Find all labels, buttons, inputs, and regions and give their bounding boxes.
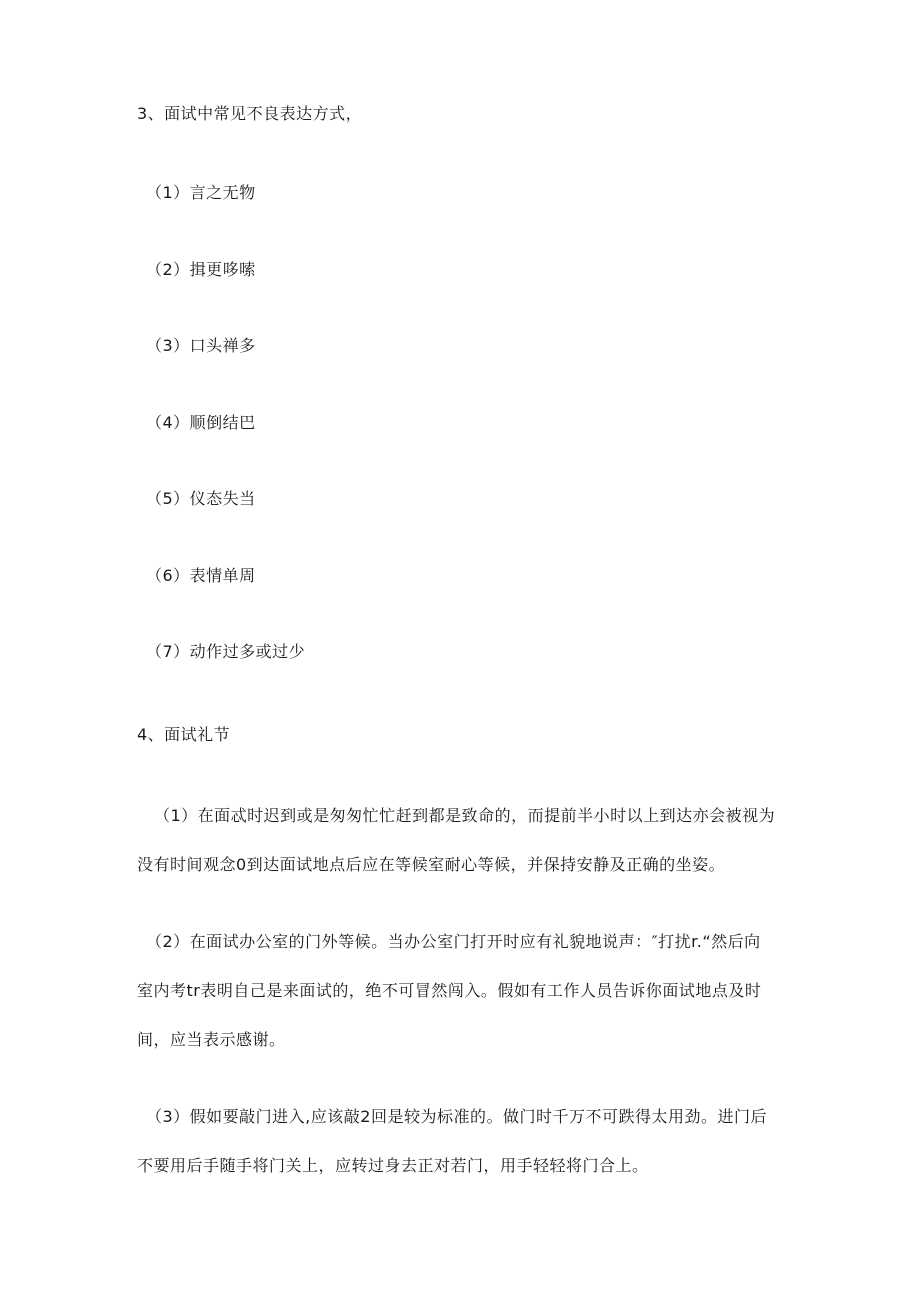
paragraph-2-line-1: （2）在面试办公室的门外等候。当办公室门打开时应有礼貌地说声：″打扰r.“然后向 <box>146 932 761 951</box>
section-3-item-2: （2）揖更哆嗦 <box>146 260 256 279</box>
section-3-item-4: （4）顺倒结巴 <box>146 413 256 432</box>
section-4-heading: 4、面试礼节 <box>137 725 231 744</box>
paragraph-2-line-3: 间，应当表示感谢。 <box>137 1030 286 1049</box>
section-3-item-1: （1）言之无物 <box>146 183 256 202</box>
paragraph-2-line-2: 室内考tr表明自己是来面试的，绝不可冒然闯入。假如有工作人员告诉你面试地点及时 <box>137 981 762 1000</box>
paragraph-1-line-1: （1）在面忒时迟到或是匆匆忙忙赶到都是致命的，而提前半小时以上到达亦会被视为 <box>154 806 776 825</box>
section-3-heading: 3、面试中常见不良表达方式， <box>137 104 363 123</box>
paragraph-3-line-1: （3）假如要敲门进入,应该敲2回是较为标准的。做门时千万不可跌得太用劲。进门后 <box>146 1107 767 1126</box>
paragraph-3-line-2: 不要用后手随手将门关上，应转过身去正对若门，用手轻轻将门合上。 <box>137 1156 649 1175</box>
section-3-item-3: （3）口头禅多 <box>146 336 256 355</box>
section-3-item-7: （7）动作过多或过少 <box>146 642 306 661</box>
section-3-item-6: （6）表情单周 <box>146 566 256 585</box>
section-3-item-5: （5）仪态失当 <box>146 489 256 508</box>
paragraph-1-line-2: 没有时间观念0到达面试地点后应在等候室耐心等候，并保持安静及正确的坐姿。 <box>137 855 726 874</box>
